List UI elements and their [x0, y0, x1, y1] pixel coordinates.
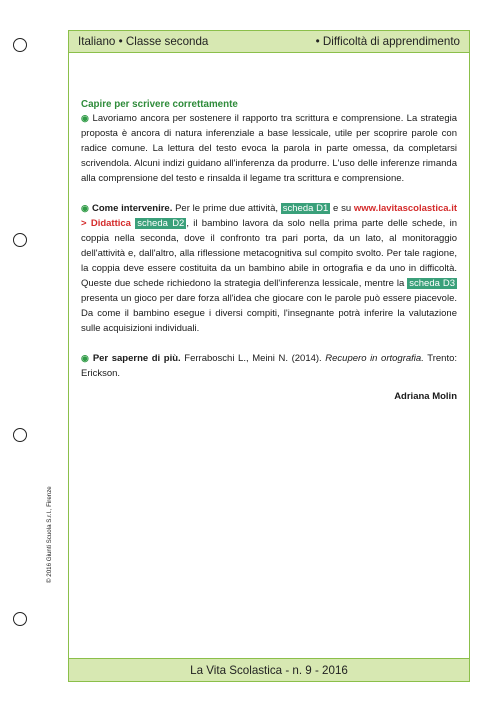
- scheda-tag-d3: scheda D3: [409, 278, 456, 289]
- page-footer: [69, 658, 469, 681]
- binder-hole: [13, 428, 27, 442]
- paragraph-references: [81, 351, 457, 381]
- page-header: [69, 31, 469, 53]
- paragraph-intro: [81, 111, 457, 186]
- bullet-icon: ◉: [81, 203, 89, 213]
- text-run: Ferraboschi L., Meini N. (2014).: [180, 353, 326, 364]
- text-run: Trento: Erickson.: [81, 353, 458, 379]
- copyright-note: © 2016 Giunti Scuola S.r.l., Firenze: [46, 486, 53, 583]
- text-run: presenta un gioco per dare forza all'idea che giocare con le parole può essere piacevole. Da come il bambino esegue i diversi compiti, l'insegnante potrà inferire la valutazione sulle acquisizioni individuali.: [81, 293, 457, 334]
- text-run: Per le prime due attività,: [172, 203, 281, 214]
- references-lead: Per saperne di più.: [92, 353, 181, 364]
- text-run: e su: [330, 203, 354, 214]
- main-content: [81, 99, 457, 404]
- binder-hole: [13, 612, 27, 626]
- section-title: Capire per scrivere correttamente: [81, 99, 238, 110]
- author-name: Adriana Molin: [394, 391, 457, 402]
- bullet-icon: ◉: [81, 113, 90, 123]
- footer-text: La Vita Scolastica - n. 9 - 2016: [190, 663, 348, 677]
- header-subject: Italiano • Classe seconda: [78, 35, 209, 48]
- scheda-tag-d1: scheda D1: [282, 203, 329, 214]
- paragraph-how-to: [81, 201, 457, 336]
- paragraph-intro-text: Lavoriamo ancora per sostenere il rapporto tra scrittura e comprensione. La strategia proposta è ancora di natura inferenziale a base lessicale, utile per scoprire parole con radice comune. La lettura del testo evoca la parola in parte omessa, da completarsi scrivendola. Alcuni indizi guidano all'inferenza da produrre. L'uso delle inferenze rimanda alla comprensione del testo e rinsalda il legame tra scrittura e comprensione.: [81, 113, 457, 184]
- header-topic: • Difficoltà di apprendimento: [315, 35, 460, 48]
- paragraph-how-to-lead: Come intervenire.: [91, 203, 173, 214]
- binder-hole: [13, 38, 27, 52]
- website-link[interactable]: www.lavitascolastica.it > Didattica: [81, 203, 457, 229]
- page-frame: [68, 30, 470, 682]
- bullet-icon: ◉: [81, 353, 90, 363]
- text-run: , il bambino lavora da solo nella prima parte delle schede, in coppia nella seconda, dove il confronto tra pari porta, da un lato, al monitoraggio dell'attività e, dall'altro, alla riflessione metacognitiva sul compito svolto. Per tale ragione, la coppia deve essere costituita da un bambino abile in ortografia e da uno in difficoltà. Queste due schede richiedono la strategia dell'inferenza lessicale, mentre la: [81, 218, 457, 289]
- scheda-tag-d2: scheda D2: [137, 218, 185, 229]
- book-title: Recupero in ortografia.: [325, 353, 424, 364]
- binder-hole: [13, 233, 27, 247]
